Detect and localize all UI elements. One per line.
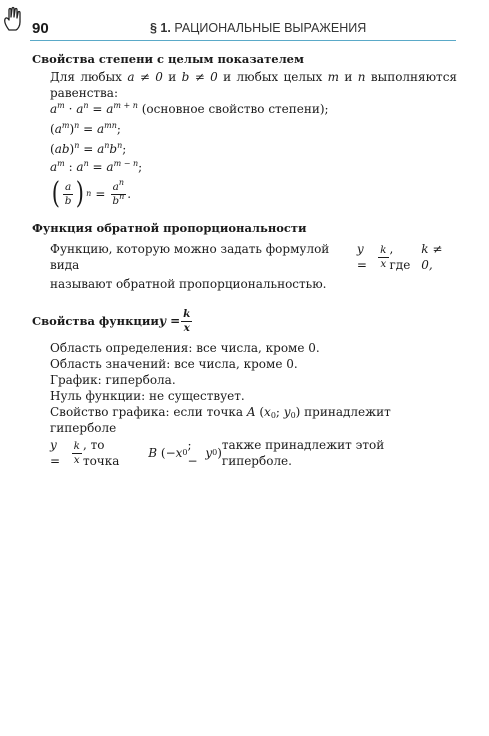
property-range: Область значений: все числа, кроме 0. (50, 357, 298, 371)
section-title: РАЦИОНАЛЬНЫЕ ВЫРАЖЕНИЯ (174, 21, 367, 35)
property-symmetry: Свойство графика: если точка A ($x_0$; $y_0$) принадлежит гиперболе (50, 405, 391, 435)
formula-power-of-quotient: ( $\frac{a}{b}$ ) n = $\frac{a^n}{b^n}$ . (51, 176, 132, 211)
formula-product-of-powers: $a^m \cdot a^n = a^{m + n}$ (основное свойство степени); (50, 101, 329, 116)
running-head (150, 21, 366, 35)
hand-pointer-icon (2, 6, 24, 32)
function-properties-body (32, 340, 457, 468)
section-marker: § 1. (150, 21, 171, 35)
page-number: 90 (32, 20, 49, 37)
formula-power-of-power: $(a^m)^n = a^{mn}$; (50, 121, 121, 136)
section-heading-inverse-proportion: Функция обратной пропорциональности (32, 221, 307, 235)
power-properties-body (32, 69, 457, 211)
inverse-proportion-body (32, 242, 457, 292)
formula-quotient-of-powers: $a^m$ : $a^n = a^{m - n}$; (50, 159, 143, 174)
formula-power-of-product: $(ab)^n = a^nb^n$; (50, 141, 127, 156)
inverse-proportion-name: называют обратной пропорциональностью. (50, 277, 327, 291)
header-rule (30, 40, 456, 41)
inverse-proportion-definition: Функцию, которую можно задать формулой вида y = $\frac{k}{x}$ , где k ≠ 0, (50, 242, 443, 272)
power-properties-intro: Для любых a ≠ 0 и b ≠ 0 и любых целых m и n выполняются равенства: (50, 70, 457, 100)
page-content (32, 52, 457, 468)
property-domain: Область определения: все числа, кроме 0. (50, 341, 320, 355)
section-heading-power-properties: Свойства степени с целым показателем (32, 52, 304, 66)
property-graph: График: гипербола. (50, 373, 176, 387)
property-zero: Нуль функции: не существует. (50, 389, 245, 403)
section-heading-function-properties: Свойства функции y = $\frac{k}{x}$ (32, 307, 191, 334)
property-symmetry-continued: y = $\frac{k}{x}$ , то точка B (− x 0 ; − y 0 ) также принадлежит этой гиперболе. (50, 438, 385, 468)
